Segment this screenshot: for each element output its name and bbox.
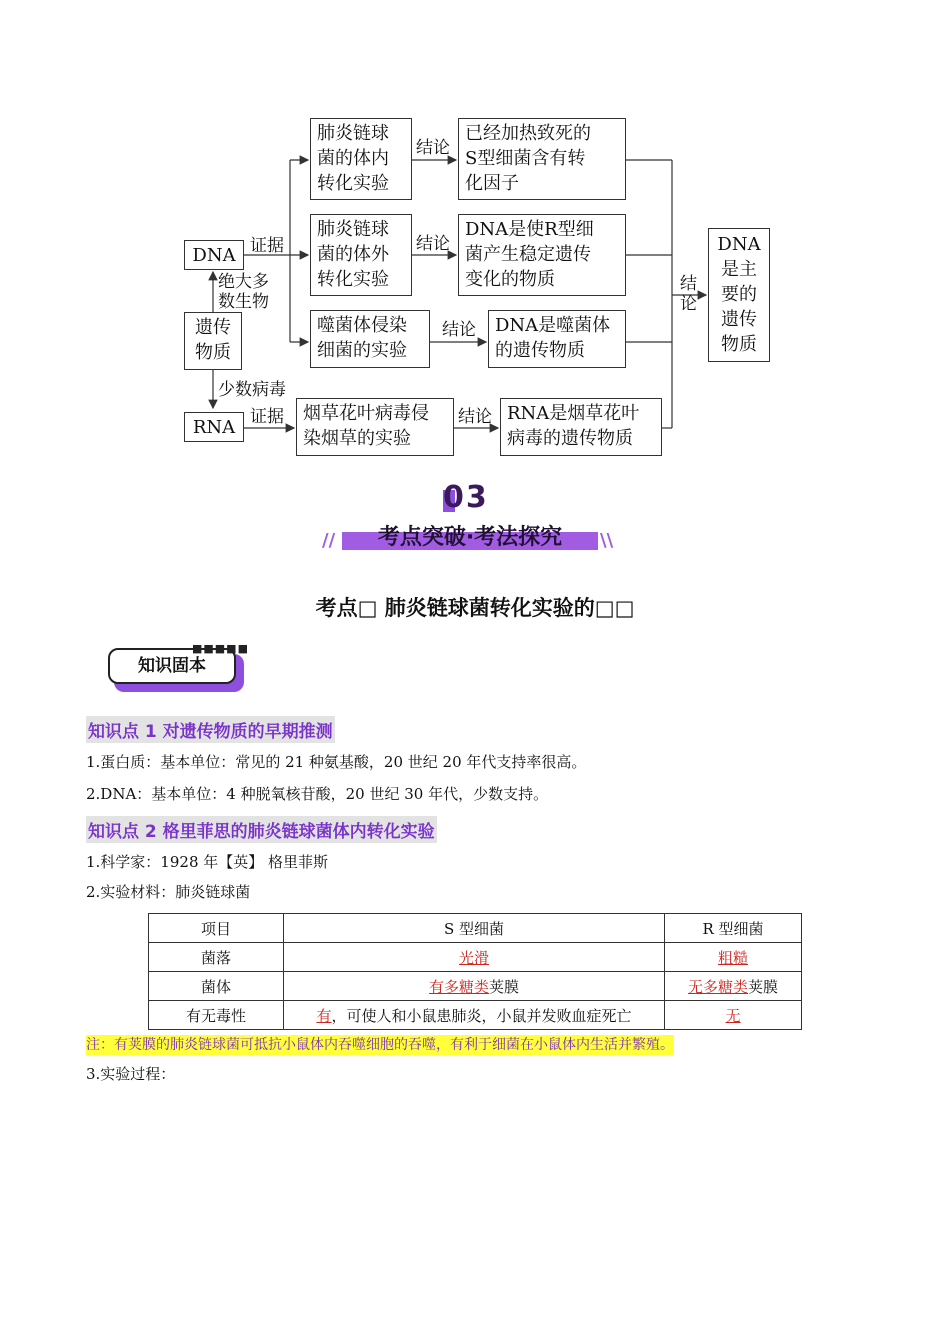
conclusion2-box bbox=[458, 214, 626, 296]
section-title bbox=[320, 518, 620, 554]
knowledge-badge bbox=[108, 642, 249, 692]
table-row bbox=[149, 1001, 802, 1030]
process-label: 3.实验过程： bbox=[86, 1065, 176, 1083]
conclusion4-box bbox=[500, 398, 662, 456]
header-r-type: R 型细菌 bbox=[665, 914, 802, 943]
r-cell bbox=[665, 1001, 802, 1030]
conclusion-label-2: 结论 bbox=[416, 234, 450, 254]
kp1-heading: 知识点 1 对遗传物质的早期推测 bbox=[86, 716, 335, 743]
rna-box: RNA bbox=[184, 412, 244, 442]
exp3-line1: 噬菌体侵染 bbox=[317, 315, 407, 336]
conclusion-label-1: 结论 bbox=[416, 138, 450, 158]
concl1-line2: S型细菌含有转 bbox=[465, 148, 586, 169]
exp2-line2: 菌的体外 bbox=[317, 244, 389, 265]
table-header-row bbox=[149, 914, 802, 943]
dna-box: DNA bbox=[184, 240, 244, 270]
conclusion1-box bbox=[458, 118, 626, 200]
r-cell bbox=[665, 943, 802, 972]
exp1-box bbox=[310, 118, 412, 200]
highlight-note: 注：有荚膜的肺炎链球菌可抵抗小鼠体内吞噬细胞的吞噬，有利于细菌在小鼠体内生活并繁殖。 bbox=[86, 1037, 674, 1053]
concl1-line3: 化因子 bbox=[465, 173, 519, 194]
badge-dots: ■■■■■ bbox=[192, 642, 249, 655]
left-slash-deco: // bbox=[322, 530, 336, 551]
kp1-item-1: 1.蛋白质：基本单位：常见的 21 种氨基酸，20 世纪 20 年代支持率很高。 bbox=[86, 753, 587, 771]
exp2-line1: 肺炎链球 bbox=[317, 219, 389, 240]
kp1-item-2: 2.DNA：基本单位：4 种脱氧核苷酸，20 世纪 30 年代，少数支持。 bbox=[86, 785, 549, 803]
kp2-item-2: 2.实验材料：肺炎链球菌 bbox=[86, 883, 251, 901]
row-label: 菌体 bbox=[149, 972, 284, 1001]
conclusion-vertical-2: 论 bbox=[680, 294, 697, 314]
r-answer: 无 bbox=[725, 1006, 741, 1025]
conclusion-label-4: 结论 bbox=[458, 407, 492, 427]
concept-diagram bbox=[0, 0, 950, 470]
evidence-label-dna: 证据 bbox=[250, 236, 284, 256]
final-line5: 物质 bbox=[721, 334, 757, 355]
badge-label: 知识固本 bbox=[108, 648, 236, 684]
row-label: 有无毒性 bbox=[149, 1001, 284, 1030]
exp1-line1: 肺炎链球 bbox=[317, 123, 389, 144]
final-line4: 遗传 bbox=[721, 309, 757, 330]
row-label: 菌落 bbox=[149, 943, 284, 972]
conclusion-label-3: 结论 bbox=[442, 320, 476, 340]
evidence-label-rna: 证据 bbox=[250, 407, 284, 427]
s-rest: 荚膜 bbox=[489, 977, 520, 996]
genetic-material-line1: 遗传 bbox=[195, 317, 231, 338]
s-answer: 有多糖类 bbox=[428, 977, 489, 996]
s-rest: ，可使人和小鼠患肺炎，小鼠并发败血症死亡 bbox=[331, 1006, 632, 1025]
header-item: 项目 bbox=[149, 914, 284, 943]
exp2-line3: 转化实验 bbox=[317, 269, 389, 290]
table-row bbox=[149, 943, 802, 972]
bacteria-comparison-table bbox=[148, 913, 802, 1030]
concl4-line2: 病毒的遗传物质 bbox=[507, 428, 633, 449]
r-rest: 荚膜 bbox=[748, 977, 779, 996]
conclusion-vertical-label bbox=[680, 274, 697, 314]
right-slash-deco: \\ bbox=[600, 530, 614, 551]
few-viruses-label: 少数病毒 bbox=[218, 380, 286, 400]
section-number bbox=[443, 480, 489, 515]
concl1-line1: 已经加热致死的 bbox=[465, 123, 591, 144]
section-title-text: 考点突破·考法探究 bbox=[377, 525, 563, 550]
genetic-material-box bbox=[184, 312, 242, 370]
s-cell bbox=[284, 943, 665, 972]
section-number-text: 03 bbox=[443, 480, 489, 515]
exp3-line2: 细菌的实验 bbox=[317, 340, 407, 361]
concl4-line1: RNA是烟草花叶 bbox=[507, 403, 640, 424]
exp3-box bbox=[310, 310, 430, 368]
s-answer: 有 bbox=[316, 1006, 332, 1025]
final-line1: DNA bbox=[717, 234, 761, 255]
final-line2: 是主 bbox=[721, 259, 757, 280]
exp4-line2: 染烟草的实验 bbox=[303, 428, 411, 449]
conclusion3-box bbox=[488, 310, 626, 368]
genetic-material-line2: 物质 bbox=[195, 342, 231, 363]
s-answer: 光滑 bbox=[458, 948, 489, 967]
concl3-line1: DNA是噬菌体 bbox=[495, 315, 611, 336]
s-cell bbox=[284, 972, 665, 1001]
concl2-line2: 菌产生稳定遗传 bbox=[465, 244, 591, 265]
r-answer: 粗糙 bbox=[717, 948, 748, 967]
exp1-line2: 菌的体内 bbox=[317, 148, 389, 169]
kp2-heading: 知识点 2 格里菲思的肺炎链球菌体内转化实验 bbox=[86, 816, 437, 843]
concl2-line1: DNA是使R型细 bbox=[465, 219, 594, 240]
exp4-box bbox=[296, 398, 454, 456]
concl3-line2: 的遗传物质 bbox=[495, 340, 585, 361]
exp4-line1: 烟草花叶病毒侵 bbox=[303, 403, 429, 424]
kaodian-title: 考点□ 肺炎链球菌转化实验的□□ bbox=[315, 596, 635, 620]
majority-line1: 绝大多 bbox=[218, 272, 269, 292]
s-cell bbox=[284, 1001, 665, 1030]
majority-organisms-label bbox=[218, 272, 269, 312]
final-line3: 要的 bbox=[721, 284, 757, 305]
r-cell bbox=[665, 972, 802, 1001]
exp2-box bbox=[310, 214, 412, 296]
r-answer: 无多糖类 bbox=[687, 977, 748, 996]
conclusion-vertical-1: 结 bbox=[680, 274, 697, 294]
majority-line2: 数生物 bbox=[218, 292, 269, 312]
header-s-type: S 型细菌 bbox=[284, 914, 665, 943]
exp1-line3: 转化实验 bbox=[317, 173, 389, 194]
final-conclusion-box bbox=[708, 228, 770, 362]
concl2-line3: 变化的物质 bbox=[465, 269, 555, 290]
kp2-item-1: 1.科学家：1928 年【英】 格里菲斯 bbox=[86, 853, 329, 871]
table-row bbox=[149, 972, 802, 1001]
